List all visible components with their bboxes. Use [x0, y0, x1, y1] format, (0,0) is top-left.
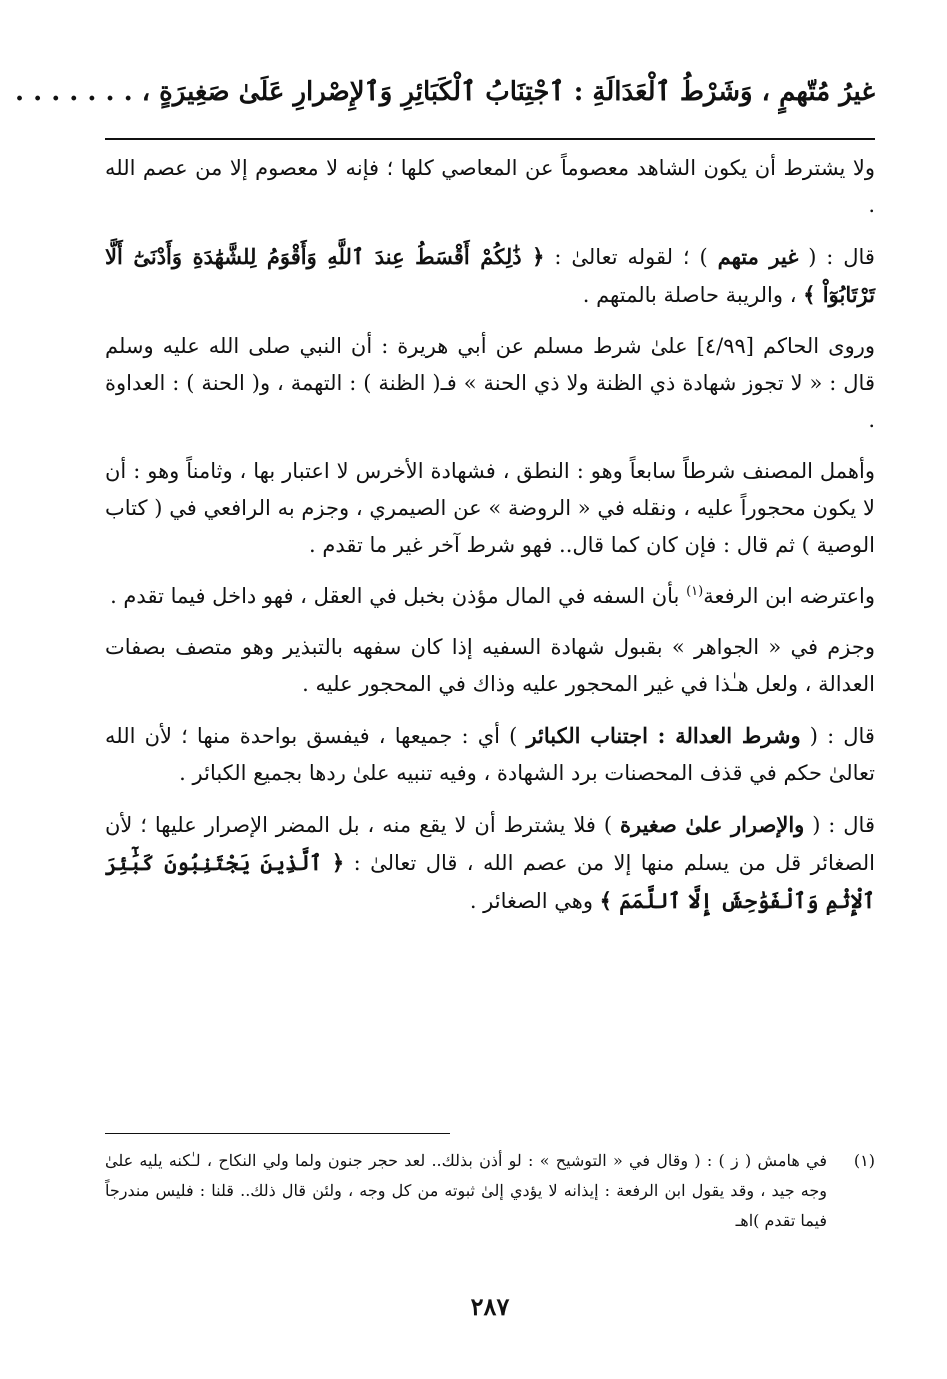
- paragraph-8: [105, 806, 875, 920]
- paragraph-8-quote: والإصرار علىٰ صغيرة: [619, 812, 805, 837]
- paragraph-7-lead: قال : (: [800, 724, 875, 748]
- book-page: [15, 0, 875, 1379]
- paragraph-2-tail: ، والريبة حاصلة بالمتهم .: [582, 283, 804, 307]
- paragraph-4: وأهمل المصنف شرطاً سابعاً وهو : النطق ، فشهادة الأخرس لا اعتبار بها ، وثامناً وهو : أن لا يكون محجوراً عليه ، ونقله في « الروضة » عن الصيمري ، وجزم به الرافعي في ( كتاب الوصية ) ثم قال : فإن كان كما قال.. فهو شرط آخر غير ما تقدم .: [105, 459, 875, 557]
- paragraph-5-lead: واعترضه ابن الرفعة: [703, 584, 875, 608]
- paragraph-2-quote: غير متهم: [717, 244, 799, 269]
- paragraph-3: وروى الحاكم [٤/٩٩] علىٰ شرط مسلم عن أبي هريرة : أن النبي صلى الله عليه وسلم قال : « لا تجوز شهادة ذي الظنة ولا ذي الحنة » فـ( الظنة ) : التهمة ، و( الحنة ) : العداوة .: [105, 334, 875, 432]
- paragraph-5-tail: بأن السفه في المال مؤذن بخبل في العقل ، فهو داخل فيما تقدم .: [110, 584, 687, 608]
- paragraph-7-quote: وشرط العدالة : اجتناب الكبائر: [526, 723, 801, 748]
- paragraph-2-lead: قال : (: [798, 245, 875, 269]
- paragraph-8-lead: قال : (: [804, 813, 875, 837]
- paragraph-6: وجزم في « الجواهر » بقبول شهادة السفيه إذا كان سفهه بالتبذير وهو متصف بصفات العدالة ، ولعل هـٰذا في غير المحجور عليه وذاك في المحجور عليه .: [105, 635, 875, 696]
- footnote-number: (١): [853, 1151, 875, 1170]
- page-number: ٢٨٧: [470, 1292, 510, 1321]
- paragraph-7: [105, 717, 875, 792]
- paragraph-8-tail: وهي الصغائر .: [469, 889, 600, 913]
- header-divider: [105, 138, 875, 140]
- paragraph-2-mid: ) ؛ لقوله تعالىٰ :: [544, 245, 718, 269]
- quran-verse-2: ﴿ ٱلَّذِينَ يَجْتَنِبُونَ كَبَٰٓئِرَ ٱلْإِثْمِ وَٱلْفَوَٰحِشَ إِلَّا ٱللَّمَمَ ﴾: [105, 850, 875, 913]
- paragraph-1: ولا يشترط أن يكون الشاهد معصوماً عن المعاصي كلها ؛ فإنه لا معصوم إلا من عصم الله .: [105, 156, 875, 217]
- paragraph-7-tail: ) أي : جميعها ، فيفسق بواحدة منها ؛ لأن الله تعالىٰ حكم في قذف المحصنات برد الشهادة ، وفيه تنبيه علىٰ ردها بجميع الكبائر .: [105, 724, 875, 785]
- paragraph-5: [105, 578, 875, 615]
- footnote: [105, 1146, 875, 1236]
- commentary-body: [105, 150, 875, 934]
- footnote-divider: [105, 1133, 450, 1134]
- quran-verse-1: ﴿ ذَٰلِكُمْ أَقْسَطُ عِندَ ٱللَّهِ وَأَقْوَمُ لِلشَّهَٰدَةِ وَأَدْنَىٰٓ أَلَّا تَرْتَابُوٓاْ ﴾: [105, 244, 875, 307]
- paragraph-8-mid: ) فلا يشترط أن لا يقع منه ، بل المضر الإصرار عليها ؛ لأن الصغائر قل من يسلم منها إلا من عصم الله ، قال تعالىٰ :: [105, 813, 875, 875]
- footnote-text: في هامش ( ز ) : ( وقال في « التوشيح » : لو أذن بذلك.. لعد حجر جنون ولما ولي النكاح ، لـٰكنه يليه علىٰ وجه جيد ، وقد يقول ابن الرفعة : إيذانه لا يؤدي إلىٰ ثبوته من كل وجه ، ولئن قال ذلك.. قلنا : فليس مندرجاً فيما تقدم )اهـ: [105, 1151, 828, 1230]
- paragraph-2: [105, 238, 875, 314]
- matn-header-line: غيرُ مُتّهمٍ ، وَشَرْطُ ٱلْعَدَالَةِ : ٱجْتِنَابُ ٱلْكَبَائِرِ وَٱلإِصْرارِ عَلَىٰ صَغِيرَةٍ ، . . . . . . .: [15, 77, 875, 107]
- footnote-marker[interactable]: (١): [686, 584, 704, 599]
